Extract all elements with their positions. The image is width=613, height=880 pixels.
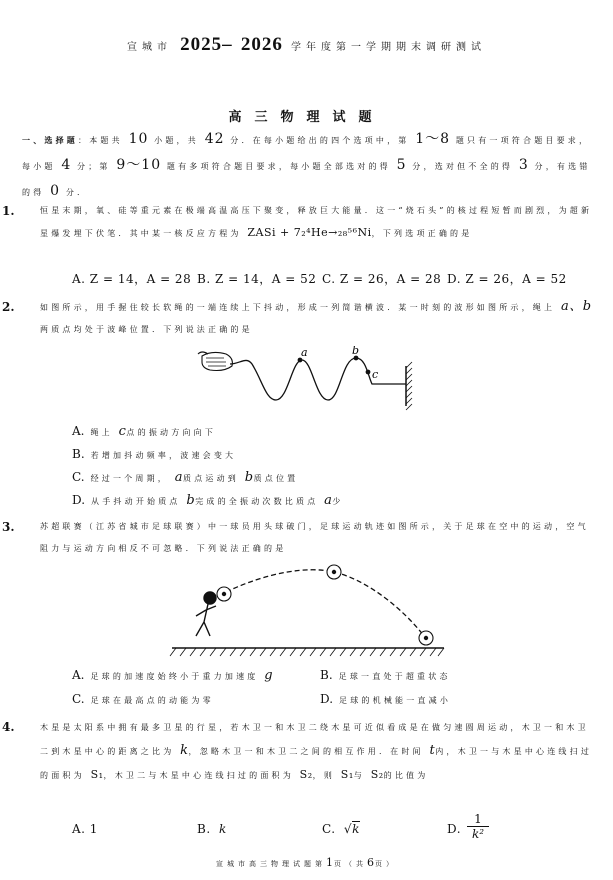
- question-text: 内，木卫一与木星中心连线扫过的面积为: [40, 747, 593, 780]
- sec-num: 10: [128, 131, 149, 147]
- sec-num: 5: [396, 157, 407, 173]
- footer-text: 宣城市高三物理试题第: [216, 860, 326, 868]
- option-b[interactable]: [197, 822, 227, 836]
- sec-text: 分，有选错的得: [22, 162, 591, 197]
- sqrt-icon: √: [343, 822, 353, 836]
- question-1: [2, 200, 596, 245]
- ball-trajectory: [226, 570, 424, 636]
- sec-text: 题只有一项符合题目要求，每小题: [22, 136, 591, 171]
- label-c: c: [372, 368, 379, 381]
- option-d[interactable]: D. Z = 26，A = 52: [447, 272, 567, 286]
- point-c: [366, 370, 371, 375]
- ball-end-icon: [419, 631, 433, 645]
- option-letter: A.: [72, 424, 85, 438]
- footer-text: 页（共: [334, 860, 367, 868]
- sec-num: 1～8: [415, 131, 451, 147]
- var-s2-again: S₂: [370, 768, 384, 781]
- option-letter: D.: [320, 692, 334, 706]
- option-d-fraction: [467, 812, 489, 841]
- question-3: [2, 516, 596, 560]
- sec-text: 小题，共: [154, 136, 199, 145]
- question-text: 两质点均处于波峰位置．下列说法正确的是: [40, 325, 253, 334]
- question-text: ，下列选项正确的是: [371, 229, 473, 238]
- option-text: 经过一个周期，: [90, 474, 169, 483]
- option-letter: D.: [447, 822, 462, 836]
- footer-page: 1: [326, 856, 334, 869]
- question-text: 的比值为: [383, 771, 429, 780]
- option-letter: B.: [197, 822, 211, 836]
- sec-num: 4: [61, 157, 72, 173]
- var-s2: S₂: [299, 768, 313, 781]
- footer-text: 页）: [375, 860, 397, 868]
- label-a: a: [301, 346, 308, 359]
- option-letter: C.: [72, 470, 85, 484]
- hand-icon: [198, 352, 232, 371]
- wave-figure: [196, 346, 436, 412]
- q2-option-b[interactable]: [72, 447, 236, 461]
- question-number: 3.: [2, 520, 15, 534]
- sec-text: 分；第: [77, 162, 111, 171]
- question-text: 恒星末期，氧、硅等重元素在极端高温高压下聚变，释放巨大能量．这一“烧石头”的核过程短暂而剧烈，为超新星爆发埋下伏笔．其中某一核反应方程为: [40, 206, 593, 238]
- sec-num: 3: [518, 157, 529, 173]
- option-value: k: [352, 822, 360, 836]
- option-text: 足球的加速度始终小于重力加速度: [90, 672, 259, 681]
- option-var: a: [174, 470, 183, 485]
- option-text: 绳上: [90, 428, 113, 437]
- q2-option-d[interactable]: [72, 493, 344, 508]
- section-label: 一、选择题: [22, 135, 78, 145]
- option-a[interactable]: A. 1: [72, 822, 98, 836]
- option-c[interactable]: C. Z = 26，A = 28: [322, 272, 442, 286]
- option-letter: B.: [320, 668, 333, 682]
- option-text: 完成的全振动次数比质点: [195, 497, 319, 506]
- question-number: 2.: [2, 300, 15, 314]
- q2-option-a[interactable]: [72, 424, 216, 439]
- header-year-end: 2026: [240, 34, 283, 55]
- var-k: k: [180, 743, 189, 758]
- var-s1-again: S₁: [340, 768, 354, 781]
- q3-option-b[interactable]: [320, 668, 451, 682]
- header-suffix: 学年度第一学期期末调研测试: [291, 42, 487, 53]
- fraction-denominator: k²: [467, 826, 489, 841]
- var-t: t: [429, 743, 436, 758]
- option-letter: C.: [72, 692, 85, 706]
- option-var: a: [324, 493, 333, 508]
- option-text: 少: [332, 497, 344, 506]
- header-dash: –: [222, 34, 233, 55]
- header-year-start: 2025: [180, 34, 223, 55]
- option-text: 质点运动到: [183, 474, 239, 483]
- option-c[interactable]: [322, 822, 360, 836]
- option-letter: B.: [72, 447, 85, 461]
- option-text: 足球一直处于超重状态: [338, 672, 451, 681]
- fraction-numerator: 1: [474, 812, 482, 826]
- question-number: 4.: [2, 720, 15, 734]
- option-letter: A.: [72, 668, 85, 682]
- q3-option-d[interactable]: [320, 692, 451, 706]
- option-d[interactable]: [447, 822, 461, 836]
- page-footer: [0, 856, 613, 869]
- question-text: 如图所示，用手握住较长软绳的一端连续上下抖动，形成一列简谐横波．某一时刻的波形如图所示，绳上: [40, 303, 556, 312]
- option-letter: D.: [72, 493, 86, 507]
- reaction-equation: ZASi + 7₂⁴He→₂₈⁵⁶Ni: [247, 226, 372, 239]
- sec-text: 分．在每小题给出的四个选项中，第: [230, 136, 410, 145]
- question-2: [2, 296, 596, 341]
- option-a[interactable]: A. Z = 14，A = 28: [72, 272, 192, 286]
- header-city: 宣城市: [126, 42, 172, 53]
- sec-num: 42: [204, 131, 225, 147]
- option-letter: C.: [322, 822, 336, 836]
- option-text: 从手抖动开始质点: [91, 497, 181, 506]
- option-text: 足球在最高点的动能为零: [90, 696, 214, 705]
- option-text: 点的振动方向向下: [126, 428, 217, 437]
- question-4: [2, 716, 596, 787]
- wall-hatch: [406, 362, 412, 410]
- sec-text: 题有多项符合题目要求，每小题全部选对的得: [166, 162, 391, 171]
- option-text: 质点位置: [253, 474, 299, 483]
- option-var: b: [244, 470, 254, 485]
- q2-option-c[interactable]: [72, 470, 298, 485]
- option-text: 足球的机械能一直减小: [339, 696, 452, 705]
- soccer-figure: [168, 562, 448, 662]
- player-figure: [196, 592, 216, 636]
- ground-hatch: [170, 648, 444, 656]
- var-s1: S₁: [90, 768, 104, 781]
- option-var: c: [118, 424, 127, 439]
- label-b: b: [352, 346, 360, 357]
- question-text: ，木卫二与木星中心连线扫过的面积为: [103, 771, 294, 780]
- option-b[interactable]: B. Z = 14，A = 52: [197, 272, 317, 286]
- rope-wave: [230, 358, 406, 400]
- sec-text: 分．: [65, 188, 89, 197]
- sec-text: 分，选对但不全的得: [412, 162, 514, 171]
- sec-num: 9～10: [116, 157, 162, 173]
- question-text: 苏超联赛（江苏省城市足球联赛）中一球员用头球破门，足球运动轨迹如图所示，关于足球在空中的运动，空气阻力与运动方向相反不可忽略．下列说法正确的是: [40, 522, 589, 553]
- ball-start-icon: [217, 587, 231, 601]
- footer-total: 6: [367, 856, 375, 869]
- question-number: 1.: [2, 204, 15, 218]
- ball-top-icon: [327, 565, 341, 579]
- question-text: 与: [353, 771, 365, 780]
- section-instructions: [22, 127, 594, 205]
- option-value: k: [218, 822, 227, 836]
- option-var: b: [186, 493, 196, 508]
- option-text: 若增加抖动频率，波速会变大: [90, 451, 237, 460]
- sec-num: 0: [50, 183, 61, 199]
- sec-text: ：本题共: [78, 136, 123, 145]
- question-text: ，忽略木卫一和木卫二之间的相互作用．在时间: [188, 747, 424, 756]
- question-text: 木星是太阳系中拥有最多卫星的行星，若木卫一和木卫二绕木星可近似看成是在做匀速圆周运动，木卫一和木卫二到木星中心的距离之比为: [40, 723, 589, 756]
- q3-option-a[interactable]: [72, 668, 273, 683]
- question-text: ，则: [312, 771, 336, 780]
- exam-title: 高三物理试题: [228, 110, 385, 125]
- exam-header: [0, 34, 613, 56]
- q3-option-c[interactable]: [72, 692, 214, 706]
- option-var: g: [264, 668, 274, 683]
- vars-ab: a、b: [560, 299, 592, 314]
